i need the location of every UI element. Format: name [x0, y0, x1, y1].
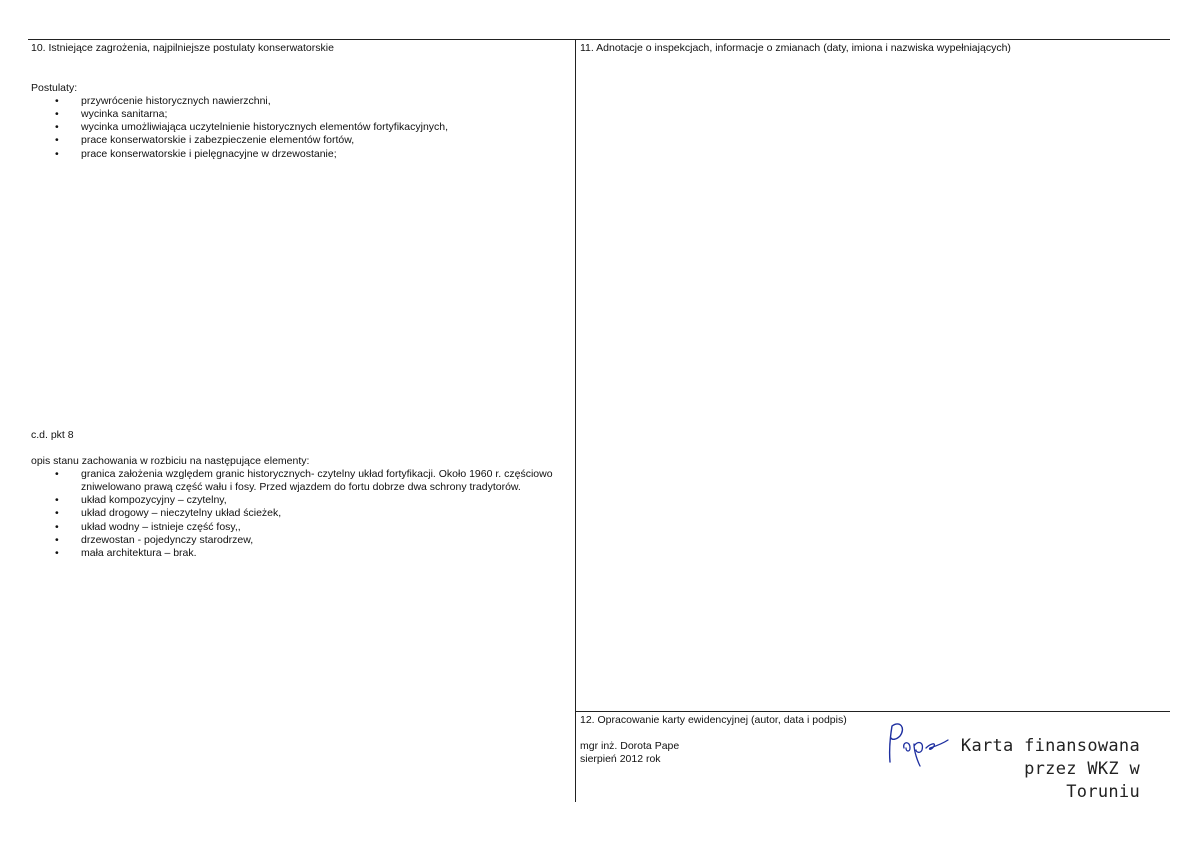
postulaty-item: • wycinka sanitarna;: [31, 108, 561, 121]
opis-item: • układ wodny – istnieje część fosy,,: [31, 521, 561, 534]
handwritten-signature: [880, 718, 960, 768]
top-border-line: [28, 39, 1170, 40]
opis-label: opis stanu zachowania w rozbiciu na następujące elementy:: [31, 455, 310, 467]
author-date: sierpień 2012 rok: [580, 753, 661, 765]
section-12-title: 12. Opracowanie karty ewidencyjnej (autor, data i podpis): [580, 714, 847, 726]
stamp-line-1: Karta finansowana: [960, 736, 1140, 756]
author-name: mgr inż. Dorota Pape: [580, 740, 680, 752]
cd-pkt-label: c.d. pkt 8: [31, 429, 74, 441]
opis-item: • układ kompozycyjny – czytelny,: [31, 494, 561, 507]
opis-list: [31, 468, 561, 560]
section-10-title: 10. Istniejące zagrożenia, najpilniejsze postulaty konserwatorskie: [31, 42, 334, 54]
section-11-title: 11. Adnotacje o inspekcjach, informacje o zmianach (daty, imiona i nazwiska wypełniających): [580, 42, 1011, 54]
postulaty-list: [31, 95, 561, 161]
postulaty-item: • prace konserwatorskie i pielęgnacyjne w drzewostanie;: [31, 148, 561, 161]
section-12-top-line: [576, 711, 1170, 712]
postulaty-label: Postulaty:: [31, 82, 78, 94]
postulaty-item: • przywrócenie historycznych nawierzchni,: [31, 95, 561, 108]
opis-item: • granica założenia względem granic historycznych- czytelny układ fortyfikacji. Około 1960 r. częściowo zniwelowano prawą część wału i fosy. Przed wjazdem do fortu dobrze dwa schrony tradytorów.: [31, 468, 561, 494]
postulaty-item: • wycinka umożliwiająca uczytelnienie historycznych elementów fortyfikacyjnych,: [31, 121, 561, 134]
opis-item: • układ drogowy – nieczytelny układ ścieżek,: [31, 507, 561, 520]
financing-stamp: [960, 735, 1140, 804]
opis-item: • drzewostan - pojedynczy starodrzew,: [31, 534, 561, 547]
stamp-line-2: przez WKZ w Toruniu: [1024, 758, 1140, 802]
column-divider-line: [575, 39, 576, 802]
postulaty-item: • prace konserwatorskie i zabezpieczenie elementów fortów,: [31, 134, 561, 147]
opis-item: • mała architektura – brak.: [31, 547, 561, 560]
